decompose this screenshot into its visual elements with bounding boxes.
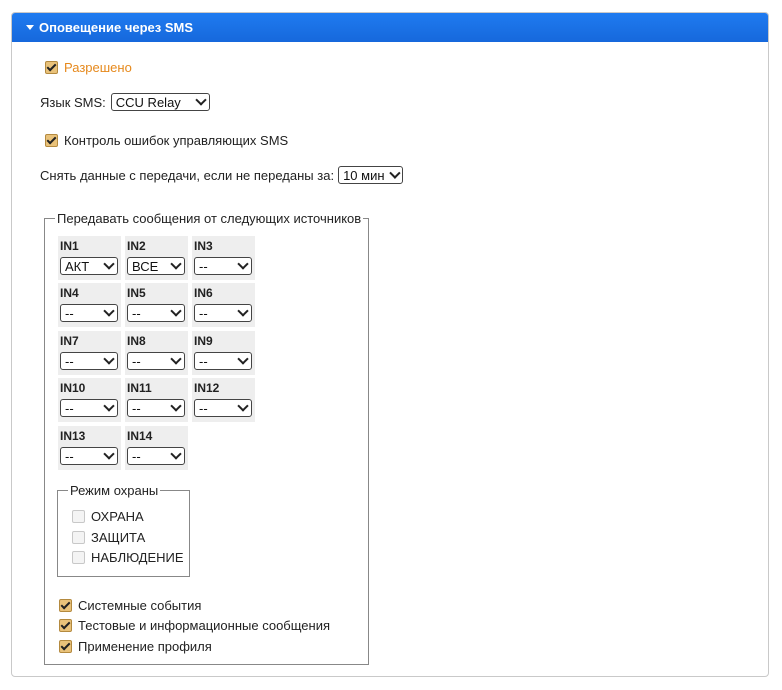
input-mode-select[interactable]	[60, 399, 118, 417]
input-mode-value: --	[65, 448, 74, 464]
input-mode-select[interactable]	[127, 352, 185, 370]
input-name: IN14	[127, 429, 153, 443]
input-cell-in12	[192, 378, 255, 422]
input-mode-value: --	[65, 353, 74, 369]
input-mode-select[interactable]	[127, 304, 185, 322]
input-cell-in10	[58, 378, 121, 422]
sms-language-label: Язык SMS:	[40, 94, 106, 110]
chevron-down-icon	[237, 353, 248, 364]
input-mode-select[interactable]	[194, 352, 252, 370]
input-cell-in1	[58, 236, 121, 280]
mode-item-okhrana[interactable]	[72, 509, 144, 524]
input-mode-select[interactable]	[60, 304, 118, 322]
mode-item-zashchita[interactable]	[72, 530, 145, 545]
mode-label: ЗАЩИТА	[91, 530, 146, 545]
input-mode-value: ВСЕ	[132, 258, 159, 274]
remove-data-value: 10 мин	[343, 167, 385, 183]
input-mode-select[interactable]	[60, 257, 118, 275]
event-checkbox[interactable]	[59, 619, 72, 632]
event-checkbox[interactable]	[59, 640, 72, 653]
remove-data-row	[40, 166, 403, 184]
chevron-down-icon	[103, 400, 114, 411]
chevron-down-icon	[170, 400, 181, 411]
input-cell-in2	[125, 236, 188, 280]
input-mode-value: --	[65, 305, 74, 321]
input-mode-select[interactable]	[194, 257, 252, 275]
remove-data-label: Снять данные с передачи, если не переданы за:	[40, 167, 335, 183]
input-cell-in4	[58, 283, 121, 327]
input-mode-select[interactable]	[127, 447, 185, 465]
input-cell-in8	[125, 331, 188, 375]
input-mode-value: --	[132, 448, 141, 464]
chevron-down-icon	[237, 400, 248, 411]
error-control-row[interactable]	[45, 133, 288, 148]
event-profile[interactable]	[59, 639, 212, 654]
chevron-down-icon	[170, 353, 181, 364]
sources-legend: Передавать сообщения от следующих источников	[57, 211, 362, 226]
input-name: IN8	[127, 334, 146, 348]
input-mode-select[interactable]	[60, 447, 118, 465]
chevron-down-icon	[170, 448, 181, 459]
sms-language-value: CCU Relay	[115, 94, 181, 110]
chevron-down-icon	[237, 258, 248, 269]
input-mode-select[interactable]	[194, 399, 252, 417]
input-name: IN3	[194, 239, 213, 253]
event-checkbox[interactable]	[59, 599, 72, 612]
input-name: IN9	[194, 334, 213, 348]
input-mode-select[interactable]	[127, 257, 185, 275]
event-system[interactable]	[59, 598, 201, 613]
event-label: Системные события	[78, 598, 202, 613]
mode-legend: Режим охраны	[70, 483, 159, 498]
error-control-checkbox[interactable]	[45, 134, 58, 147]
enabled-label: Разрешено	[64, 60, 132, 75]
sms-language-row	[40, 93, 210, 111]
event-label: Тестовые и информационные сообщения	[78, 618, 331, 633]
input-mode-select[interactable]	[127, 399, 185, 417]
mode-checkbox[interactable]	[72, 531, 85, 544]
chevron-down-icon	[103, 448, 114, 459]
input-name: IN11	[127, 381, 152, 395]
chevron-down-icon	[103, 353, 114, 364]
chevron-down-icon	[103, 258, 114, 269]
input-cell-in14	[125, 426, 188, 470]
chevron-down-icon	[103, 305, 114, 316]
input-name: IN4	[60, 286, 79, 300]
chevron-down-icon	[237, 305, 248, 316]
input-mode-value: --	[65, 400, 74, 416]
input-name: IN6	[194, 286, 213, 300]
input-mode-value: --	[132, 353, 141, 369]
input-mode-value: --	[199, 258, 208, 274]
input-mode-select[interactable]	[194, 304, 252, 322]
chevron-down-icon	[195, 94, 206, 105]
chevron-down-icon	[389, 168, 400, 179]
event-label: Применение профиля	[78, 639, 212, 654]
input-cell-in3	[192, 236, 255, 280]
input-name: IN12	[194, 381, 220, 395]
input-cell-in13	[58, 426, 121, 470]
input-mode-value: --	[132, 305, 141, 321]
mode-checkbox[interactable]	[72, 510, 85, 523]
chevron-down-icon	[170, 305, 181, 316]
mode-item-nablyudenie[interactable]	[72, 550, 184, 565]
input-cell-in9	[192, 331, 255, 375]
sms-language-select[interactable]	[111, 93, 210, 111]
input-mode-value: АКТ	[65, 258, 90, 274]
input-cell-in5	[125, 283, 188, 327]
input-name: IN7	[60, 334, 79, 348]
mode-label: ОХРАНА	[91, 509, 144, 524]
input-name: IN2	[127, 239, 146, 253]
input-mode-value: --	[199, 353, 208, 369]
input-name: IN13	[60, 429, 86, 443]
input-name: IN1	[60, 239, 79, 253]
remove-data-select[interactable]	[338, 166, 403, 184]
event-test-info[interactable]	[59, 618, 330, 633]
input-name: IN5	[127, 286, 146, 300]
input-mode-select[interactable]	[60, 352, 118, 370]
input-mode-value: --	[132, 400, 141, 416]
enabled-row[interactable]	[45, 60, 132, 75]
input-mode-value: --	[199, 305, 208, 321]
mode-label: НАБЛЮДЕНИЕ	[91, 550, 184, 565]
error-control-label: Контроль ошибок управляющих SMS	[64, 133, 289, 148]
input-cell-in7	[58, 331, 121, 375]
panel-title: Оповещение через SMS	[39, 20, 194, 35]
chevron-down-icon	[170, 258, 181, 269]
caret-down-icon	[26, 25, 34, 30]
mode-checkbox[interactable]	[72, 551, 85, 564]
input-cell-in11	[125, 378, 188, 422]
input-name: IN10	[60, 381, 86, 395]
input-mode-value: --	[199, 400, 208, 416]
input-cell-in6	[192, 283, 255, 327]
panel-header[interactable]	[12, 13, 768, 42]
enabled-checkbox[interactable]	[45, 61, 58, 74]
